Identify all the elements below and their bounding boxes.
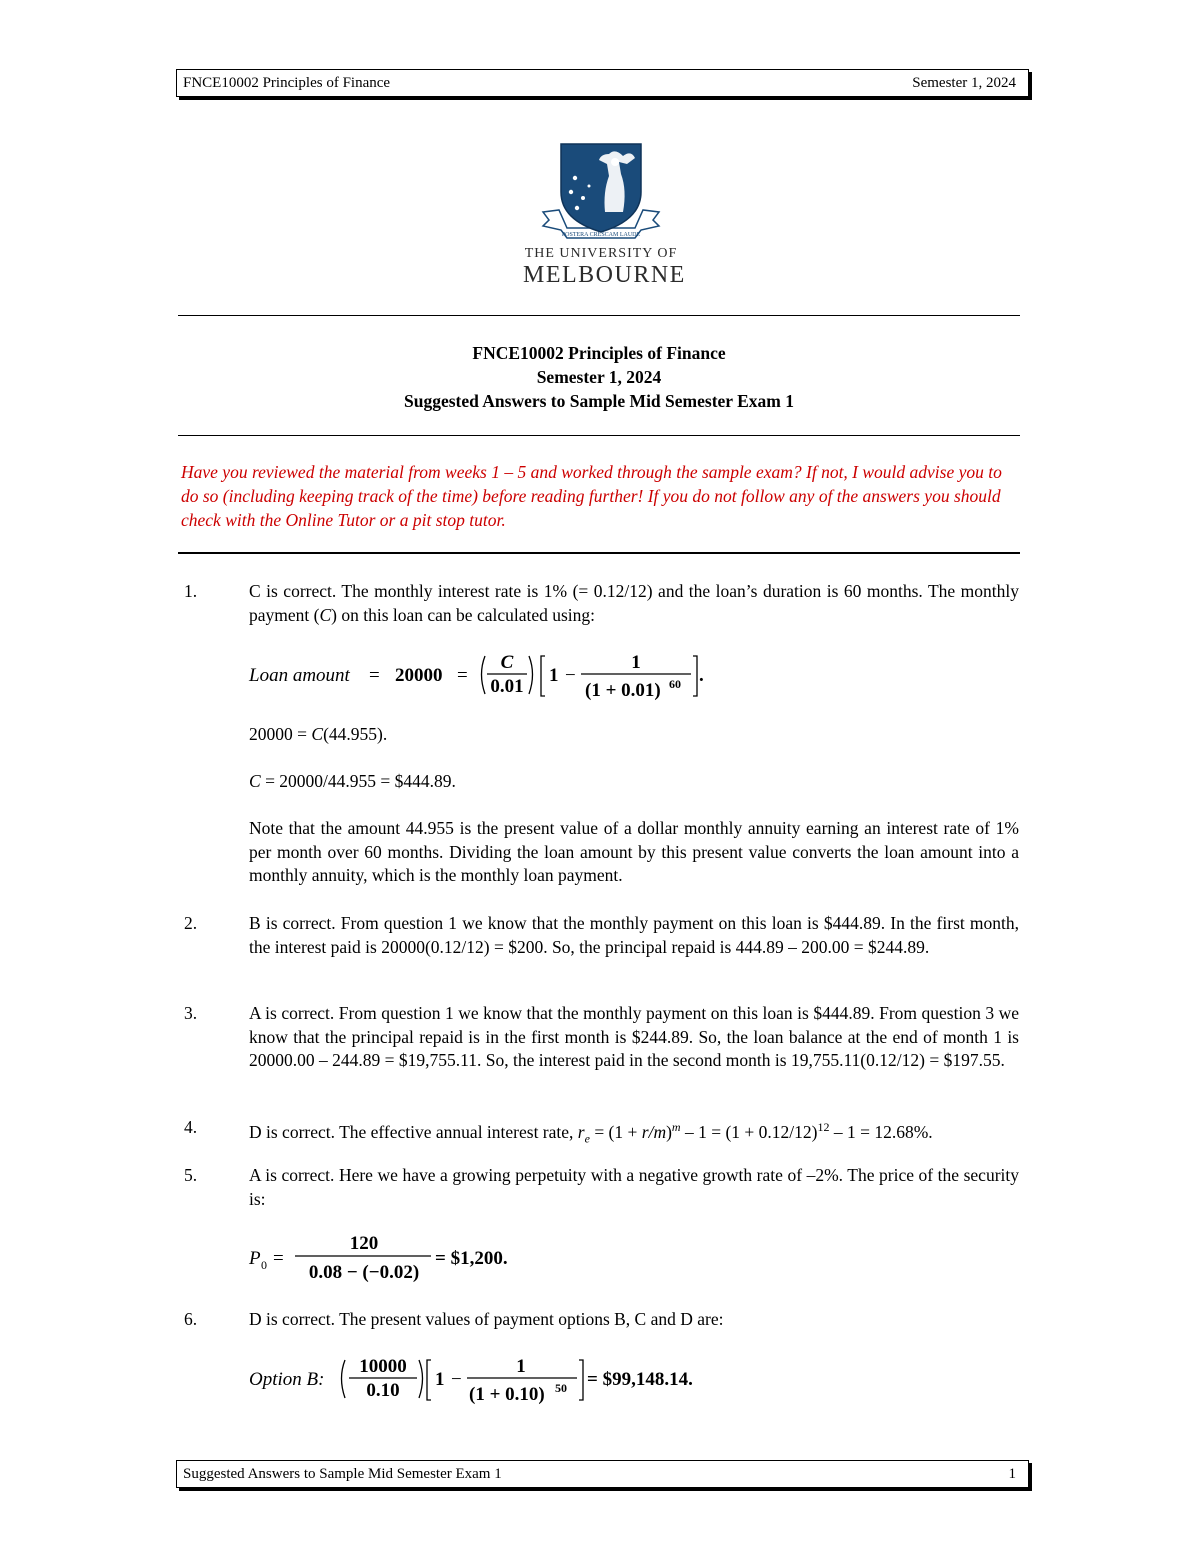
svg-text:C: C [500,652,514,673]
svg-text:(1 + 0.01): (1 + 0.01) [585,680,661,701]
page-header [176,69,1029,97]
svg-text:−: − [451,1369,462,1390]
svg-text:50: 50 [555,1381,567,1395]
divider [178,435,1020,436]
svg-text:−: − [565,665,576,686]
svg-text:0.08 − (−0.02): 0.08 − (−0.02) [308,1262,420,1283]
svg-text:60: 60 [669,677,681,691]
svg-text:1: 1 [516,1356,526,1377]
svg-text:= $1,200.: = $1,200. [435,1248,508,1269]
svg-text:0: 0 [261,1258,267,1272]
logo-line-1: THE UNIVERSITY OF [524,246,678,261]
svg-text:=: = [273,1248,284,1269]
page-number: 1 [1008,1466,1016,1482]
svg-text:(1 + 0.10): (1 + 0.10) [469,1384,545,1405]
loan-equation [249,644,749,711]
answer-1-step-2: C = 20000/44.955 = $444.89. [249,771,456,791]
option-b-equation [249,1348,749,1415]
svg-text:=: = [369,665,380,686]
document-title [178,341,1020,413]
svg-text:.: . [699,665,704,686]
svg-text:= $99,148.14.: = $99,148.14. [587,1369,693,1390]
title-course: FNCE10002 Principles of Finance [472,343,726,363]
answer-2-text: B is correct. From question 1 we know that the monthly payment on this loan is $444.89. In the first month, the interest paid is 20000(0.12/12) = $200. So, the principal repaid is 444.89 – 200.00 = $244.89. [249,913,1019,957]
page-footer [176,1460,1029,1488]
svg-text:=: = [457,665,468,686]
question-number: 6. [184,1309,198,1329]
logo-line-2: MELBOURNE [523,262,686,288]
intro-note: Have you reviewed the material from weeks 1 – 5 and worked through the sample exam? If not, I would advise you to do so (including keeping track of the time) before reading further! If you do not follow any of the answers you should check with the Online Tutor or a pit stop tutor. [181,462,1002,530]
answer-3-text: A is correct. From question 1 we know that the monthly payment on this loan is $444.89. From question 3 we know that the principal repaid is in the first month is $244.89. So, the loan balance at the end of month 1 is 20000.00 – 244.89 = $19,755.11. So, the interest paid in the second month is 19,755.11(0.12/12) = $197.55. [249,1003,1019,1070]
svg-text:Loan amount: Loan amount [249,665,350,686]
svg-text:120: 120 [349,1233,379,1254]
header-semester: Semester 1, 2024 [912,75,1016,91]
perpetuity-equation [249,1228,549,1293]
answer-1-note: Note that the amount 44.955 is the present value of a dollar monthly annuity earning an interest rate of 1% per month over 60 months. Dividing the loan amount by this present value converts the loan amount into a monthly annuity, which is the monthly loan payment. [249,818,1019,885]
question-number: 2. [184,913,198,933]
title-semester: Semester 1, 2024 [536,367,662,387]
svg-text:P: P [249,1248,261,1269]
svg-text:10000: 10000 [359,1356,407,1377]
footer-title: Suggested Answers to Sample Mid Semester Exam 1 [183,1466,502,1482]
divider [178,552,1020,554]
svg-text:1: 1 [435,1369,445,1390]
svg-text:0.10: 0.10 [366,1380,400,1401]
svg-text:0.01: 0.01 [490,676,524,697]
university-logo [523,140,686,295]
motto-text: POSTERA CRESCAM LAUDE [561,232,641,238]
answer-4-text: D is correct. The effective annual interest rate, $r_e = (1 + r/m)^m - 1 = (1 + 0.12/12)^{12} - 1 = 12.68\%$. [249,1120,933,1146]
svg-text:1: 1 [631,652,641,673]
question-number: 5. [184,1165,198,1185]
answer-6-text: D is correct. The present values of payment options B, C and D are: [249,1309,724,1329]
svg-text:Option B:: Option B: [249,1369,325,1390]
answer-5-text: A is correct. Here we have a growing perpetuity with a negative growth rate of –2%. The price of the security is: [249,1165,1019,1209]
divider [178,315,1020,316]
answer-1-step-1: 20000 = C(44.955). [249,724,388,744]
question-number: 1. [184,581,198,601]
question-number: 3. [184,1003,198,1023]
question-number: 4. [184,1117,198,1137]
svg-text:20000: 20000 [395,665,443,686]
shield-crest-icon [523,140,679,250]
header-course: FNCE10002 Principles of Finance [183,75,391,91]
title-subtitle: Suggested Answers to Sample Mid Semester Exam 1 [403,391,794,411]
answer-1-text: C is correct. The monthly interest rate is 1% (= 0.12/12) and the loan’s duration is 60 months. The monthly payment (C) on this loan can be calculated using: [249,581,1019,625]
svg-text:1: 1 [549,665,559,686]
